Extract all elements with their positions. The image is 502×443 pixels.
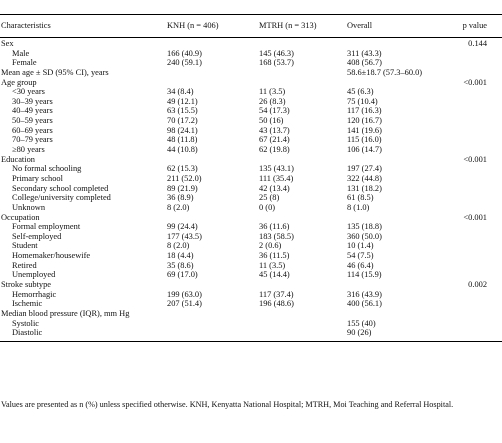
row-mtrh: 0 (0) bbox=[259, 202, 276, 212]
row-overall: 360 (50.0) bbox=[347, 231, 382, 241]
row-overall: 115 (16.0) bbox=[347, 135, 382, 145]
table-row bbox=[0, 135, 502, 145]
row-knh: 98 (24.1) bbox=[167, 125, 198, 135]
row-label: Self-employed bbox=[12, 231, 62, 241]
row-label: Diastolic bbox=[12, 328, 43, 338]
row-mtrh: 117 (37.4) bbox=[259, 289, 294, 299]
row-label: 60–69 years bbox=[12, 125, 53, 135]
row-label: Male bbox=[12, 48, 30, 58]
row-mtrh: 135 (43.1) bbox=[259, 164, 294, 174]
row-mtrh: 62 (19.8) bbox=[259, 145, 290, 155]
table-bottom-rule bbox=[0, 341, 502, 342]
table-row bbox=[0, 280, 502, 290]
row-label: Systolic bbox=[12, 318, 39, 328]
row-knh: 8 (2.0) bbox=[167, 202, 190, 212]
table-row bbox=[0, 299, 502, 309]
table-row bbox=[0, 116, 502, 126]
row-overall: 117 (16.3) bbox=[347, 106, 382, 116]
table-row bbox=[0, 261, 502, 271]
row-label: Secondary school completed bbox=[12, 183, 109, 193]
row-overall: 90 (26) bbox=[347, 328, 372, 338]
row-overall: 114 (15.9) bbox=[347, 270, 382, 280]
table-row bbox=[0, 68, 502, 78]
table-row bbox=[0, 49, 502, 59]
table-row bbox=[0, 106, 502, 116]
row-overall: 135 (18.8) bbox=[347, 222, 382, 232]
row-label: Stroke subtype bbox=[1, 280, 52, 290]
row-label: Hemorrhagic bbox=[12, 289, 57, 299]
row-overall: 197 (27.4) bbox=[347, 164, 382, 174]
row-label: Student bbox=[12, 241, 38, 251]
row-label: <30 years bbox=[12, 87, 45, 97]
row-mtrh: 54 (17.3) bbox=[259, 106, 290, 116]
row-knh: 63 (15.5) bbox=[167, 106, 198, 116]
row-overall: 75 (10.4) bbox=[347, 96, 378, 106]
row-mtrh: 111 (35.4) bbox=[259, 173, 294, 183]
row-overall: 120 (16.7) bbox=[347, 116, 382, 126]
row-mtrh: 168 (53.7) bbox=[259, 58, 294, 68]
row-label: Formal employment bbox=[12, 222, 81, 232]
row-overall: 408 (56.7) bbox=[347, 58, 382, 68]
table-row bbox=[0, 251, 502, 261]
row-overall: 316 (43.9) bbox=[347, 289, 382, 299]
row-knh: 18 (4.4) bbox=[167, 251, 194, 261]
row-knh: 49 (12.1) bbox=[167, 96, 198, 106]
row-overall: 46 (6.4) bbox=[347, 260, 374, 270]
row-overall: 106 (14.7) bbox=[347, 145, 382, 155]
row-label: 50–59 years bbox=[12, 116, 53, 126]
row-label: Mean age ± SD (95% CI), years bbox=[1, 67, 109, 77]
table-row bbox=[0, 203, 502, 213]
table-row bbox=[0, 97, 502, 107]
table-row bbox=[0, 270, 502, 280]
row-knh: 207 (51.4) bbox=[167, 299, 202, 309]
table-row bbox=[0, 319, 502, 329]
row-knh: 211 (52.0) bbox=[167, 173, 202, 183]
row-p-value: <0.001 bbox=[463, 77, 487, 87]
row-overall: 45 (6.3) bbox=[347, 87, 374, 97]
row-p-value: <0.001 bbox=[463, 212, 487, 222]
table-row bbox=[0, 58, 502, 68]
row-knh: 35 (8.6) bbox=[167, 260, 194, 270]
row-mtrh: 42 (13.4) bbox=[259, 183, 290, 193]
row-label: ≥80 years bbox=[12, 145, 45, 155]
table-row bbox=[0, 164, 502, 174]
table-row bbox=[0, 87, 502, 97]
row-label: Unemployed bbox=[12, 270, 56, 280]
row-knh: 199 (63.0) bbox=[167, 289, 202, 299]
row-overall: 141 (19.6) bbox=[347, 125, 382, 135]
row-overall: 8 (1.0) bbox=[347, 202, 370, 212]
row-mtrh: 196 (48.6) bbox=[259, 299, 294, 309]
header-mtrh: MTRH (n = 313) bbox=[259, 21, 317, 30]
row-label: Female bbox=[12, 58, 37, 68]
row-p-value: 0.002 bbox=[468, 280, 487, 290]
row-label: Education bbox=[1, 154, 35, 164]
row-overall: 155 (40) bbox=[347, 318, 376, 328]
row-label: College/university completed bbox=[12, 193, 111, 203]
row-p-value: 0.144 bbox=[468, 39, 487, 48]
header-p-value: p value bbox=[462, 21, 487, 30]
row-label: 30–39 years bbox=[12, 96, 53, 106]
table-row bbox=[0, 184, 502, 194]
row-label: Ischemic bbox=[12, 299, 43, 309]
row-knh: 34 (8.4) bbox=[167, 87, 194, 97]
row-overall: 54 (7.5) bbox=[347, 251, 374, 261]
table-row bbox=[0, 126, 502, 136]
row-knh: 8 (2.0) bbox=[167, 241, 190, 251]
row-mtrh: 11 (3.5) bbox=[259, 87, 286, 97]
row-mtrh: 36 (11.5) bbox=[259, 251, 290, 261]
characteristics-table bbox=[0, 14, 502, 342]
table-row bbox=[0, 174, 502, 184]
row-overall: 131 (18.2) bbox=[347, 183, 382, 193]
row-label: Unknown bbox=[12, 202, 46, 212]
row-knh: 62 (15.3) bbox=[167, 164, 198, 174]
table-row bbox=[0, 328, 502, 338]
row-overall: 311 (43.3) bbox=[347, 48, 382, 58]
row-knh: 48 (11.8) bbox=[167, 135, 198, 145]
row-mtrh: 36 (11.6) bbox=[259, 222, 290, 232]
row-overall: 61 (8.5) bbox=[347, 193, 374, 203]
row-knh: 99 (24.4) bbox=[167, 222, 198, 232]
header-knh: KNH (n = 406) bbox=[167, 21, 219, 30]
table-row bbox=[0, 145, 502, 155]
table-row bbox=[0, 213, 502, 223]
row-overall: 10 (1.4) bbox=[347, 241, 374, 251]
row-label: Retired bbox=[12, 260, 37, 270]
table-row bbox=[0, 155, 502, 165]
table-header-row bbox=[0, 15, 502, 37]
table-footnote: Values are presented as n (%) unless specified otherwise. KNH, Kenyatta National Hospital; MTRH, Moi Teaching and Referral Hospital. bbox=[1, 400, 454, 409]
row-label: Sex bbox=[1, 39, 14, 48]
row-mtrh: 50 (16) bbox=[259, 116, 284, 126]
row-mtrh: 183 (58.5) bbox=[259, 231, 294, 241]
row-label: Occupation bbox=[1, 212, 40, 222]
row-mtrh: 145 (46.3) bbox=[259, 48, 294, 58]
row-knh: 70 (17.2) bbox=[167, 116, 198, 126]
table-row bbox=[0, 232, 502, 242]
row-knh: 44 (10.8) bbox=[167, 145, 198, 155]
table-row bbox=[0, 78, 502, 88]
row-mtrh: 67 (21.4) bbox=[259, 135, 290, 145]
row-label: Median blood pressure (IQR), mm Hg bbox=[1, 308, 130, 318]
row-label: Age group bbox=[1, 77, 37, 87]
row-label: Homemaker/housewife bbox=[12, 251, 91, 261]
row-mtrh: 43 (13.7) bbox=[259, 125, 290, 135]
row-overall: 400 (56.1) bbox=[347, 299, 382, 309]
row-knh: 177 (43.5) bbox=[167, 231, 202, 241]
row-p-value: <0.001 bbox=[463, 154, 487, 164]
row-knh: 166 (40.9) bbox=[167, 48, 202, 58]
header-characteristics: Characteristics bbox=[1, 21, 51, 30]
row-knh: 69 (17.0) bbox=[167, 270, 198, 280]
table-row bbox=[0, 222, 502, 232]
table-row bbox=[0, 39, 502, 49]
row-mtrh: 25 (8) bbox=[259, 193, 280, 203]
row-label: Primary school bbox=[12, 173, 63, 183]
row-label: 40–49 years bbox=[12, 106, 53, 116]
row-knh: 89 (21.9) bbox=[167, 183, 198, 193]
row-mtrh: 2 (0.6) bbox=[259, 241, 282, 251]
row-knh: 36 (8.9) bbox=[167, 193, 194, 203]
table-row bbox=[0, 241, 502, 251]
row-label: 70–79 years bbox=[12, 135, 53, 145]
row-knh: 240 (59.1) bbox=[167, 58, 202, 68]
row-mtrh: 45 (14.4) bbox=[259, 270, 290, 280]
table-row bbox=[0, 309, 502, 319]
header-overall: Overall bbox=[347, 21, 373, 30]
row-mtrh: 26 (8.3) bbox=[259, 96, 286, 106]
row-label: No formal schooling bbox=[12, 164, 82, 174]
table-body bbox=[0, 38, 502, 338]
row-overall: 322 (44.8) bbox=[347, 173, 382, 183]
table-row bbox=[0, 193, 502, 203]
row-mtrh: 11 (3.5) bbox=[259, 260, 286, 270]
table-row bbox=[0, 290, 502, 300]
row-overall: 58.6±18.7 (57.3–60.0) bbox=[347, 67, 423, 77]
